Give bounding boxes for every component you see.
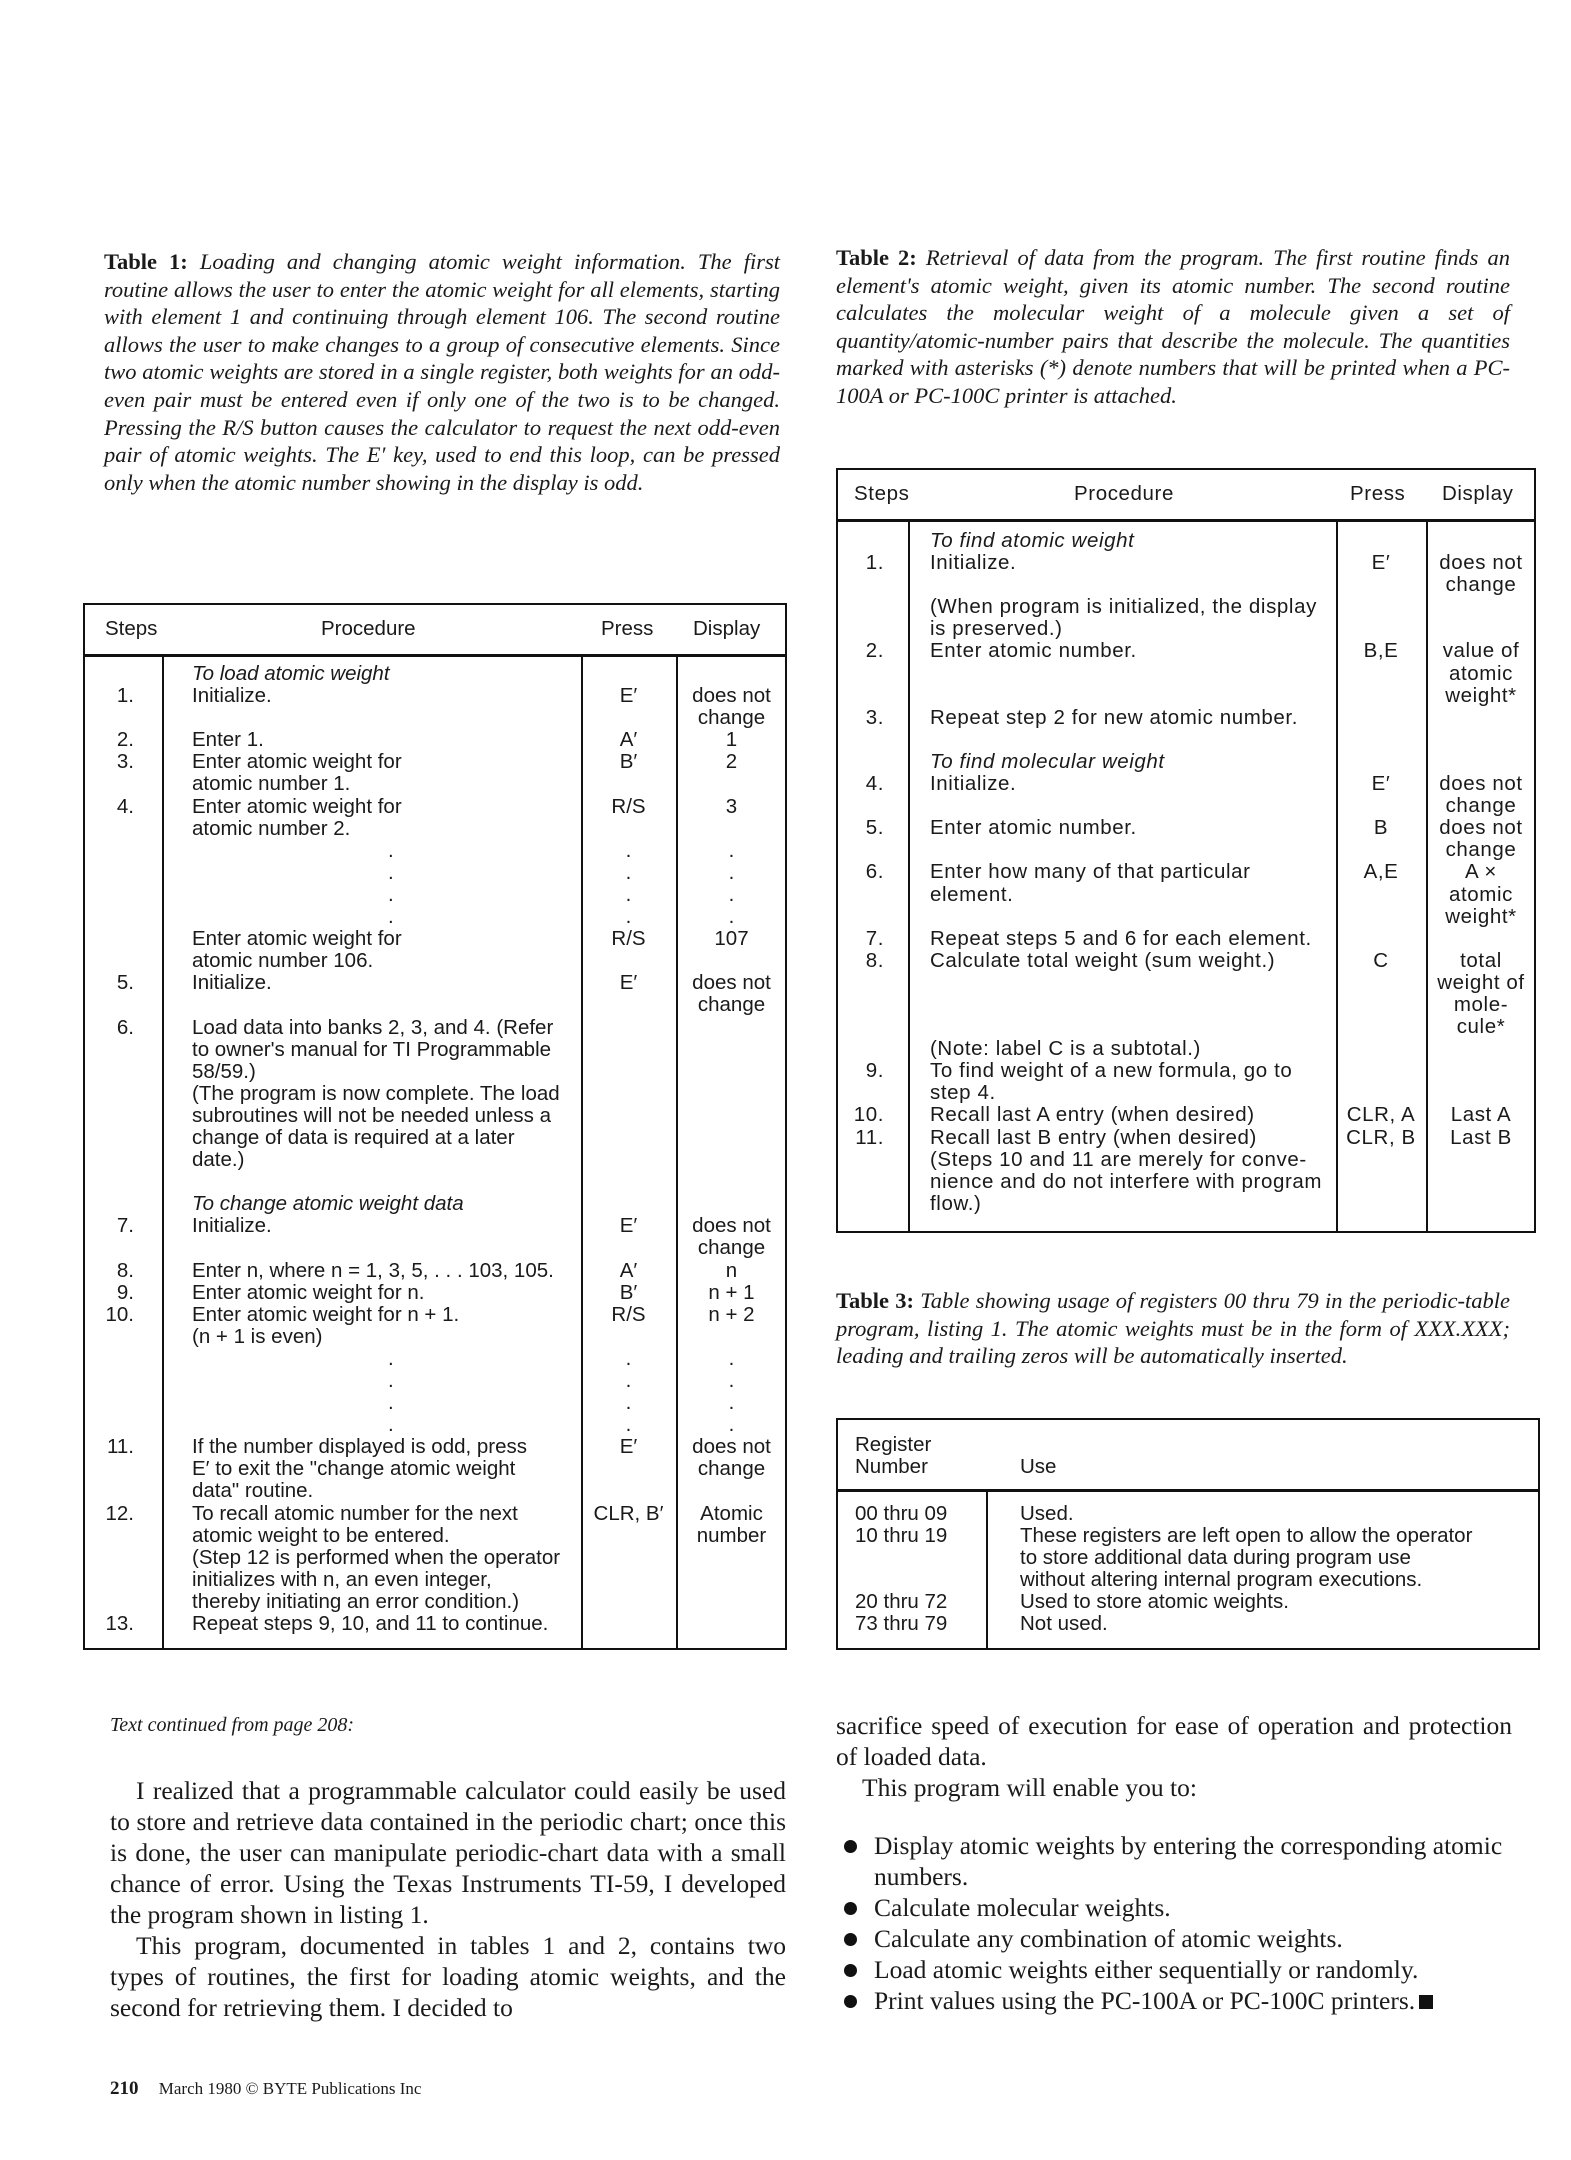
table-row: [838, 1038, 1534, 1060]
press-key: [1336, 1060, 1426, 1104]
procedure-text: Enter how many of that particular element.: [930, 860, 1251, 906]
display-value: n + 1: [708, 1280, 755, 1304]
step-number: 11.: [107, 1435, 134, 1459]
procedure-text: To find molecular weight: [930, 749, 1165, 773]
step-number: [85, 1348, 162, 1436]
step-number: 11.: [855, 1125, 884, 1149]
header-press: Press: [1350, 482, 1406, 505]
step-number: 5.: [865, 816, 884, 840]
register-range: 20 thru 72: [855, 1590, 948, 1614]
press-key: A′: [619, 728, 638, 752]
procedure-text: To recall atomic number for the next atomic weight to be entered. (Step 12 is performed when the operator initializes with n, an even integer, thereby initiating an error condition.): [192, 1501, 561, 1613]
paragraph: This program will enable you to:: [862, 1773, 1197, 1802]
procedure-text: Recall last A entry (when desired): [930, 1103, 1255, 1127]
procedure-text: Initialize.: [192, 684, 272, 708]
paragraph: sacrifice speed of execution for ease of operation and protection of loaded data.: [836, 1711, 1512, 1771]
article-left-column: [110, 1775, 786, 2023]
publication-info: March 1980 © BYTE Publications Inc: [158, 2079, 422, 2098]
display-value: does not change: [1439, 551, 1523, 597]
bullet-item: [836, 1830, 1512, 1892]
procedure-text: Enter atomic weight for atomic number 2.: [192, 794, 402, 840]
step-number: 5.: [116, 971, 134, 995]
display-value: . . . .: [728, 838, 735, 929]
press-key: CLR, B: [1346, 1125, 1416, 1149]
display-value: 107: [714, 927, 749, 951]
press-key: [1336, 707, 1426, 729]
spacer: [838, 729, 1534, 751]
display-value: 3: [725, 794, 738, 818]
bullet-item: [836, 1923, 1512, 1954]
header-steps: Steps: [105, 617, 158, 640]
table1-caption: [104, 248, 780, 496]
press-key: E′: [619, 1214, 638, 1238]
table-row: [85, 1017, 785, 1172]
press-key: A′: [619, 1258, 638, 1282]
column-divider: [986, 1489, 988, 1648]
press-key: E′: [1371, 551, 1391, 575]
column-divider: [1336, 519, 1338, 1231]
table-row: [838, 1613, 1538, 1635]
procedure-text: Recall last B entry (when desired) (Steps 10 and 11 are merely for conve- nience and do not interfere with program flow.): [930, 1125, 1323, 1215]
table-row: [838, 1503, 1538, 1525]
table-row: [85, 1613, 785, 1635]
press-key: [581, 1613, 676, 1635]
press-key: E′: [619, 684, 638, 708]
bullet-item: [836, 1954, 1512, 1985]
display-value: [676, 1193, 787, 1215]
step-number: 12.: [105, 1501, 134, 1525]
display-value: value of atomic weight*: [1442, 639, 1520, 707]
step-number: 8.: [116, 1258, 134, 1282]
step-number: [85, 663, 162, 685]
display-value: A × atomic weight*: [1445, 860, 1517, 928]
procedure-text: Initialize.: [192, 971, 272, 995]
header-display: Display: [693, 617, 761, 640]
register-use: Used to store atomic weights.: [1020, 1590, 1289, 1614]
register-use: Used.: [1020, 1502, 1074, 1525]
step-number: 3.: [116, 750, 134, 774]
table-row: [838, 950, 1534, 1038]
display-value: does not change: [692, 1214, 771, 1260]
procedure-text: . . . .: [388, 1346, 394, 1437]
column-divider: [1426, 519, 1428, 1231]
display-value: [676, 1017, 787, 1172]
column-divider: [676, 654, 678, 1648]
step-number: 1.: [865, 551, 884, 575]
press-key: . . . .: [625, 838, 632, 929]
table1-label: Table 1:: [104, 249, 188, 274]
table3-rows: [838, 1489, 1538, 1636]
table-row: [838, 928, 1534, 950]
table-row: [85, 729, 785, 751]
display-value: 1: [725, 728, 738, 752]
table-row: [85, 1348, 785, 1436]
step-number: [838, 1038, 908, 1060]
step-number: [838, 751, 908, 773]
table3-caption: [836, 1287, 1510, 1370]
header-steps: Steps: [854, 482, 910, 505]
table-row: [85, 796, 785, 840]
table-row: [85, 928, 785, 972]
column-divider: [162, 654, 164, 1648]
step-number: 7.: [116, 1214, 134, 1238]
step-number: [85, 928, 162, 972]
table-row: [838, 640, 1534, 706]
press-key: [581, 1017, 676, 1172]
table1-caption-text: Loading and changing atomic weight information. The first routine allows the user to enter the atomic weight for all elements, starting with element 1 and continuing through element 106. The second routine allows the user to make changes to a group of consecutive elements. Since two atomic weights are stored in a single register, both weights for an odd-even pair must be entered even if only one of the two is to be changed. Pressing the R/S button causes the calculator to request the next odd-even pair of atomic weights. The E′ key, used to end this loop, can be pressed only when the atomic number showing in the display is odd.: [104, 249, 781, 495]
procedure-text: Enter atomic weight for atomic number 106.: [192, 927, 402, 973]
procedure-text: Calculate total weight (sum weight.): [930, 948, 1276, 972]
display-value: [1426, 751, 1536, 773]
display-value: Last A: [1450, 1103, 1512, 1127]
procedure-text: Repeat steps 5 and 6 for each element.: [930, 926, 1312, 950]
table1-body: [85, 654, 785, 1648]
table-row: [838, 530, 1534, 552]
step-number: 9.: [865, 1059, 884, 1083]
display-value: does not change: [1439, 772, 1523, 818]
press-key: B,E: [1363, 639, 1399, 663]
step-number: 6.: [116, 1015, 134, 1039]
procedure-text: To change atomic weight data: [192, 1192, 464, 1216]
continued-note: Text continued from page 208:: [110, 1714, 355, 1736]
display-value: does not change: [692, 1435, 771, 1481]
table-row: [85, 972, 785, 1016]
table-row: [85, 1503, 785, 1613]
procedure-text: To find atomic weight: [930, 529, 1135, 552]
procedure-text: Repeat step 2 for new atomic number.: [930, 705, 1299, 729]
procedure-text: If the number displayed is odd, press E′ to exit the "change atomic weight data" routine.: [192, 1435, 528, 1503]
procedure-text: Initialize. (When program is initialized, the display is preserved.): [930, 551, 1317, 641]
paragraph: I realized that a programmable calculator could easily be used to store and retrieve data contained in the periodic chart; once this is done, the user can manipulate periodic-chart data with a small chance of error. Using the Texas Instruments TI-59, I developed the program shown in listing 1.: [110, 1776, 786, 1929]
step-number: [838, 530, 908, 552]
press-key: [581, 1193, 676, 1215]
header-register-number: Register Number: [855, 1433, 932, 1479]
table-row: [838, 1591, 1538, 1613]
press-key: A,E: [1363, 860, 1399, 884]
column-divider: [581, 654, 583, 1648]
bullet-text: Calculate molecular weights.: [874, 1893, 1171, 1922]
step-number: 2.: [865, 639, 884, 663]
display-value: . . . .: [728, 1346, 735, 1437]
register-range: 10 thru 19: [855, 1524, 948, 1548]
table1-loading-atomic-weights: [83, 603, 787, 1650]
header-use: Use: [1020, 1455, 1057, 1478]
table-row: [838, 1525, 1538, 1591]
step-number: 4.: [865, 772, 884, 796]
press-key: [1336, 530, 1426, 552]
display-value: [1426, 707, 1536, 729]
procedure-text: To load atomic weight: [192, 662, 390, 685]
press-key: [1336, 1038, 1426, 1060]
table-row: [838, 773, 1534, 817]
procedure-text: To find weight of a new formula, go to step 4.: [930, 1059, 1293, 1105]
step-number: 13.: [105, 1612, 134, 1636]
register-use: These registers are left open to allow the operator to store additional data during program use without altering internal program executions.: [1020, 1524, 1473, 1592]
bullet-text: Print values using the PC-100A or PC-100C printers.: [874, 1986, 1416, 2015]
display-value: [1426, 1038, 1536, 1060]
page-footer: [110, 2078, 421, 2100]
press-key: R/S: [611, 1302, 646, 1326]
table2-caption: [836, 244, 1510, 410]
paragraph: This program, documented in tables 1 and 2, contains two types of routines, the first for loading atomic weights, and the second for retrieving them. I decided to: [110, 1931, 786, 2022]
header-display: Display: [1442, 482, 1514, 505]
step-number: 10.: [853, 1103, 884, 1127]
table2-body: [838, 519, 1534, 1231]
press-key: [1336, 751, 1426, 773]
display-value: does not change: [1439, 816, 1523, 862]
display-value: [1426, 928, 1536, 950]
procedure-text: Initialize.: [930, 772, 1017, 796]
procedure-text: (Note: label C is a subtotal.): [930, 1037, 1201, 1061]
header-press: Press: [601, 617, 654, 640]
procedure-text: Enter n, where n = 1, 3, 5, . . . 103, 105.: [192, 1258, 554, 1282]
procedure-text: Enter 1.: [192, 728, 264, 752]
table1-header: [85, 605, 785, 657]
press-key: C: [1373, 948, 1389, 972]
bullet-item: [836, 1985, 1512, 2016]
table-row: [85, 1193, 785, 1215]
header-procedure: Procedure: [1074, 482, 1174, 505]
table-row: [838, 552, 1534, 640]
page-number: 210: [110, 2078, 139, 2099]
table2-rows: [838, 519, 1534, 1215]
display-value: n + 2: [708, 1302, 755, 1326]
table-row: [838, 1127, 1534, 1215]
table3-body: [838, 1489, 1538, 1648]
procedure-text: Enter atomic weight for n + 1. (n + 1 is even): [192, 1302, 460, 1348]
table-row: [838, 1104, 1534, 1126]
spacer: [85, 1171, 785, 1193]
table-row: [838, 751, 1534, 773]
table-row: [838, 1060, 1534, 1104]
column-divider: [908, 519, 910, 1231]
step-number: 3.: [865, 705, 884, 729]
procedure-text: Initialize.: [192, 1214, 272, 1238]
step-number: [85, 840, 162, 928]
step-number: 10.: [105, 1302, 134, 1326]
bullet-item: [836, 1892, 1512, 1923]
table-row: [85, 1282, 785, 1304]
table3-label: Table 3:: [836, 1288, 914, 1313]
procedure-text: Enter atomic weight for n.: [192, 1280, 425, 1304]
table2-retrieval: [836, 468, 1536, 1233]
feature-list: [836, 1830, 1512, 2016]
table2-header: [838, 470, 1534, 522]
display-value: [676, 1613, 787, 1635]
bullet-text: Load atomic weights either sequentially or randomly.: [874, 1955, 1419, 1984]
display-value: [1426, 1060, 1536, 1104]
step-number: 4.: [116, 794, 134, 818]
procedure-text: Enter atomic weight for atomic number 1.: [192, 750, 402, 796]
procedure-text: Enter atomic number.: [930, 639, 1137, 663]
procedure-text: Repeat steps 9, 10, and 11 to continue.: [192, 1612, 549, 1636]
press-key: B′: [619, 750, 638, 774]
register-range: 73 thru 79: [855, 1612, 948, 1636]
press-key: B′: [619, 1280, 638, 1304]
step-number: [85, 1193, 162, 1215]
press-key: . . . .: [625, 1346, 632, 1437]
table-row: [85, 1304, 785, 1348]
table3-register-usage: [836, 1418, 1540, 1650]
press-key: CLR, B′: [593, 1501, 664, 1525]
register-range: 00 thru 09: [855, 1502, 948, 1525]
table1-rows: [85, 654, 785, 1635]
display-value: 2: [725, 750, 738, 774]
table3-caption-text: Table showing usage of registers 00 thru 79 in the periodic-table program, listing 1. The atomic weights must be in the form of XXX.XXX; leading and trailing zeros will be automatically inserted.: [836, 1288, 1511, 1369]
display-value: total weight of mole- cule*: [1437, 948, 1525, 1039]
header-procedure: Procedure: [321, 617, 416, 640]
display-value: does not change: [692, 971, 771, 1017]
press-key: B: [1373, 816, 1389, 840]
step-number: 8.: [865, 948, 884, 972]
article-right-column: [836, 1710, 1512, 2016]
procedure-text: Load data into banks 2, 3, and 4. (Refer to owner's manual for TI Programmable 58/59.) (The program is now complete. The load subroutines will not be needed unless a change of data is required at a later date.): [192, 1015, 560, 1172]
register-use: Not used.: [1020, 1612, 1108, 1636]
table-row: [85, 1436, 785, 1502]
table-row: [85, 685, 785, 729]
bullet-text: Calculate any combination of atomic weights.: [874, 1924, 1343, 1953]
display-value: [676, 663, 787, 685]
table3-header: [838, 1420, 1538, 1492]
end-of-article-mark: [1419, 1995, 1433, 2009]
table2-label: Table 2:: [836, 245, 917, 270]
display-value: Last B: [1450, 1125, 1512, 1149]
press-key: E′: [1371, 772, 1391, 796]
press-key: E′: [619, 1435, 638, 1459]
step-number: 7.: [865, 926, 884, 950]
display-value: [1426, 530, 1536, 552]
table-row: [85, 1215, 785, 1259]
table-row: [85, 663, 785, 685]
table-row: [838, 707, 1534, 729]
display-value: n: [725, 1258, 738, 1282]
bullet-text: Display atomic weights by entering the corresponding atomic numbers.: [874, 1831, 1503, 1891]
press-key: E′: [619, 971, 638, 995]
step-number: 1.: [116, 684, 134, 708]
table-row: [85, 751, 785, 795]
procedure-text: Enter atomic number.: [930, 816, 1137, 840]
step-number: 6.: [865, 860, 884, 884]
press-key: R/S: [611, 927, 646, 951]
table-row: [838, 861, 1534, 927]
table-row: [85, 840, 785, 928]
table2-caption-text: Retrieval of data from the program. The first routine finds an element's atomic weight, given its atomic number. The second routine calculates the molecular weight of a molecule given a set of quantity/atomic-number pairs that describe the molecule. The quantities marked with asterisks (*) denote numbers that will be printed when a PC-100A or PC-100C printer is attached.: [836, 245, 1511, 408]
display-value: Atomic number: [696, 1501, 767, 1547]
step-number: 9.: [116, 1280, 134, 1304]
press-key: [581, 663, 676, 685]
display-value: does not change: [692, 684, 771, 730]
step-number: 2.: [116, 728, 134, 752]
press-key: [1336, 928, 1426, 950]
press-key: R/S: [611, 794, 646, 818]
table-row: [85, 1260, 785, 1282]
press-key: CLR, A: [1346, 1103, 1416, 1127]
procedure-text: . . . .: [388, 838, 394, 929]
table-row: [838, 817, 1534, 861]
